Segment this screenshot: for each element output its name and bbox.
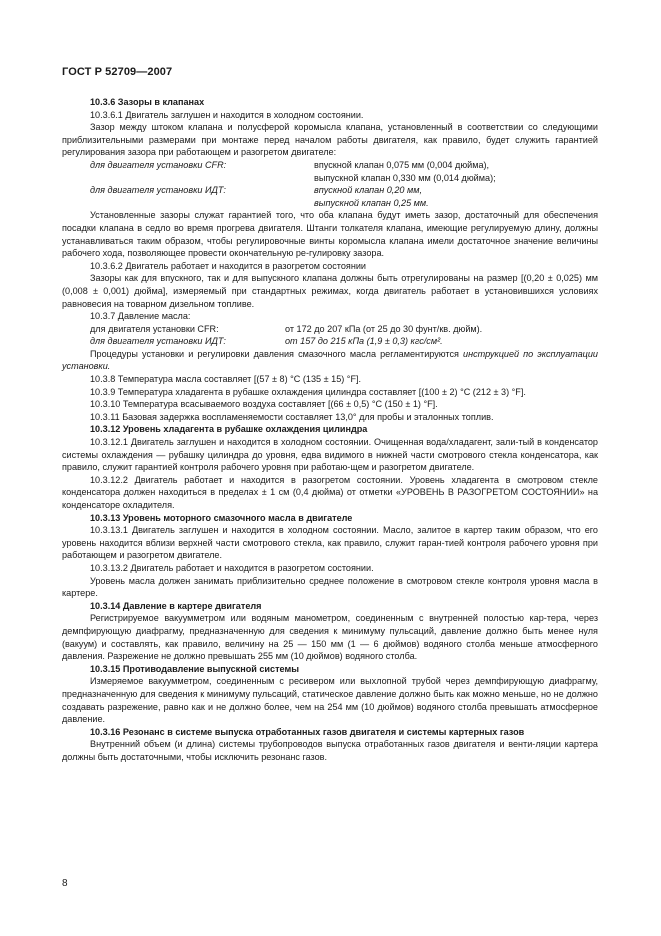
idt-label: для двигателя установки ИДТ: — [90, 185, 226, 196]
paragraph: 10.3.6.1 Двигатель заглушен и находится в холодном состоянии. — [90, 109, 364, 120]
section-heading-10-3-12: 10.3.12 Уровень хладагента в рубашке охлаждения цилиндра — [90, 424, 368, 435]
intake-air-temperature-item: 10.3.10 Температура всасываемого воздуха составляет [(66 ± 0,5) °С (150 ± 1) °F]. — [90, 399, 438, 410]
paragraph: 10.3.13.2 Двигатель работает и находится в разогретом состоянии. — [90, 562, 374, 573]
idt-exhaust-value: выпускной клапан 0,25 мм. — [314, 197, 429, 208]
clearance-row-cfr-exhaust — [62, 172, 598, 185]
paragraph: Уровень масла должен занимать приблизительно среднее положение в смотровом стекле контроля уровня масла в картере. — [62, 575, 598, 599]
paragraph: 10.3.13.1 Двигатель заглушен и находится в холодном состоянии. Масло, залитое в картер таким образом, что его уровень находится вблизи верхней части смотрового стекла, как правило, служит гаран-тией контроля рабочего уровня при работающем и разогретом двигателе. — [62, 525, 598, 561]
paragraph: 10.3.6.2 Двигатель работает и находится в разогретом состоянии — [90, 260, 367, 271]
cfr-intake-value: впускной клапан 0,075 мм (0,004 дюйма), — [314, 159, 490, 170]
paragraph-text: Процедуры установки и регулировки давления смазочного масла регламентируются — [90, 348, 464, 359]
cfr-label: для двигателя установки CFR: — [90, 323, 219, 334]
paragraph: Зазор между штоком клапана и полусферой коромысла клапана, установленный в соответствии со следующими приблизительными размерами при монтаже перед началом работы двигателя, как правило, будет служить гарантией регулирования зазора при работающем и разогретом двигателе: — [62, 122, 598, 158]
paragraph: Регистрируемое вакуумметром или водяным манометром, соединенным с внутренней полостью кар-тера, через демпфирующую диафрагму, предназначенную для сведения к минимуму пульсаций, давление должно быть менее нуля (вакуум) и составлять, как правило, величину на 25 — 150 мм (1 — 6 дюймов) водяного столба меньше атмосферного давления. Разрежение не должно превышать 255 мм (10 дюймов) водяного столба. — [62, 613, 598, 662]
clearance-row-idt-exhaust — [62, 197, 598, 210]
page-number: 8 — [62, 878, 68, 889]
idt-intake-value: впускной клапан 0,20 мм, — [314, 185, 422, 196]
idt-label: для двигателя установки ИДТ: — [90, 336, 226, 347]
paragraph: Установленные зазоры служат гарантией того, что оба клапана будут иметь зазор, достаточный для обеспечения посадки клапана в седло во время прогрева двигателя. Штанги толкателя клапана, имеющие регулируемую длину, должны устанавливаться таким образом, чтобы регулировочные винты коромысла клапана имели достаточное значение величины рабочего хода, позволяющее провести окончательную ре-гулировку зазора. — [62, 210, 598, 259]
paragraph — [62, 348, 598, 373]
coolant-temperature-item: 10.3.9 Температура хладагента в рубашке охлаждения цилиндра составляет [(100 ± 2) °С (212 ± 3) °F]. — [90, 386, 526, 397]
cfr-exhaust-value: выпускной клапан 0,330 мм (0,014 дюйма); — [314, 172, 496, 183]
paragraph: Внутренний объем (и длина) системы трубопроводов выпуска отработанных газов двигателя и венти-ляции картера должны быть достаточными, чтобы исключить резонанс газов. — [62, 739, 598, 762]
ignition-delay-item: 10.3.11 Базовая задержка воспламеняемости составляет 13,0° для пробы и эталонных топлив. — [90, 411, 494, 422]
paragraph: Измеряемое вакуумметром, соединенным с ресивером или выхлопной трубой через демпфирующую диафрагму, предназначенную для сведения к минимуму пульсаций, статическое давление должно быть как можно меньше, но не должно создавать разрежение, равно как и не должно более, чем на 254 мм (10 дюймов) водяного столба превышать атмосферное давление. — [62, 676, 598, 725]
paragraph: 10.3.12.1 Двигатель заглушен и находится в холодном состоянии. Очищенная вода/хладагент, зали-тый в конденсатор системы охлаждения — рубашку цилиндра до уровня, едва видимого в нижней части смотрового стекла конденсатора, как правило, служит гарантией контроля рабочего уровня при работаю-щем и разогретом двигателе. — [62, 437, 598, 473]
clearance-row-idt-intake — [62, 184, 598, 197]
oil-pressure-row-idt — [62, 335, 598, 348]
section-heading-10-3-15: 10.3.15 Противодавление выпускной системы — [90, 663, 299, 674]
section-heading-10-3-13: 10.3.13 Уровень моторного смазочного масла в двигателе — [90, 512, 353, 523]
document-body — [62, 96, 598, 763]
oil-temperature-item: 10.3.8 Температура масла составляет [(57 ± 8) °С (135 ± 15) °F]. — [90, 374, 362, 385]
section-heading-10-3-14: 10.3.14 Давление в картере двигателя — [90, 600, 262, 611]
section-heading-10-3-6: 10.3.6 Зазоры в клапанах — [90, 97, 205, 107]
cfr-label: для двигателя установки CFR: — [90, 159, 227, 170]
document-header: ГОСТ Р 52709—2007 — [62, 66, 173, 78]
cfr-oil-pressure-value: от 172 до 207 кПа (от 25 до 30 фунт/кв. дюйм). — [285, 323, 483, 334]
oil-pressure-row-cfr — [62, 323, 598, 336]
instruction-reference: инструкцией по эксплуатации установки. — [62, 348, 598, 372]
section-heading-10-3-7: 10.3.7 Давление масла: — [90, 311, 191, 322]
section-heading-10-3-16: 10.3.16 Резонанс в системе выпуска отработанных газов двигателя и системы картерных газов — [90, 726, 525, 737]
clearance-row-cfr-intake — [62, 159, 598, 172]
idt-oil-pressure-value: от 157 до 215 кПа (1,9 ± 0,3) кгс/см². — [285, 336, 443, 347]
paragraph: 10.3.12.2 Двигатель работает и находится в разогретом состоянии. Уровень хладагента в смотровом стекле конденсатора должен находиться в пределах ± 1 см (0,4 дюйма) от отметки «УРОВЕНЬ В РАЗОГРЕТОМ СОСТОЯНИИ» на конденсаторе охладителя. — [62, 474, 598, 510]
paragraph: Зазоры как для впускного, так и для выпускного клапана должны быть отрегулированы на размер [(0,20 ± 0,025) мм (0,008 ± 0,001) дюйма], измеряемый при стандартных режимах, когда двигатель работает в установившихся условиях равновесия на товарном дизельном топливе. — [62, 273, 598, 309]
